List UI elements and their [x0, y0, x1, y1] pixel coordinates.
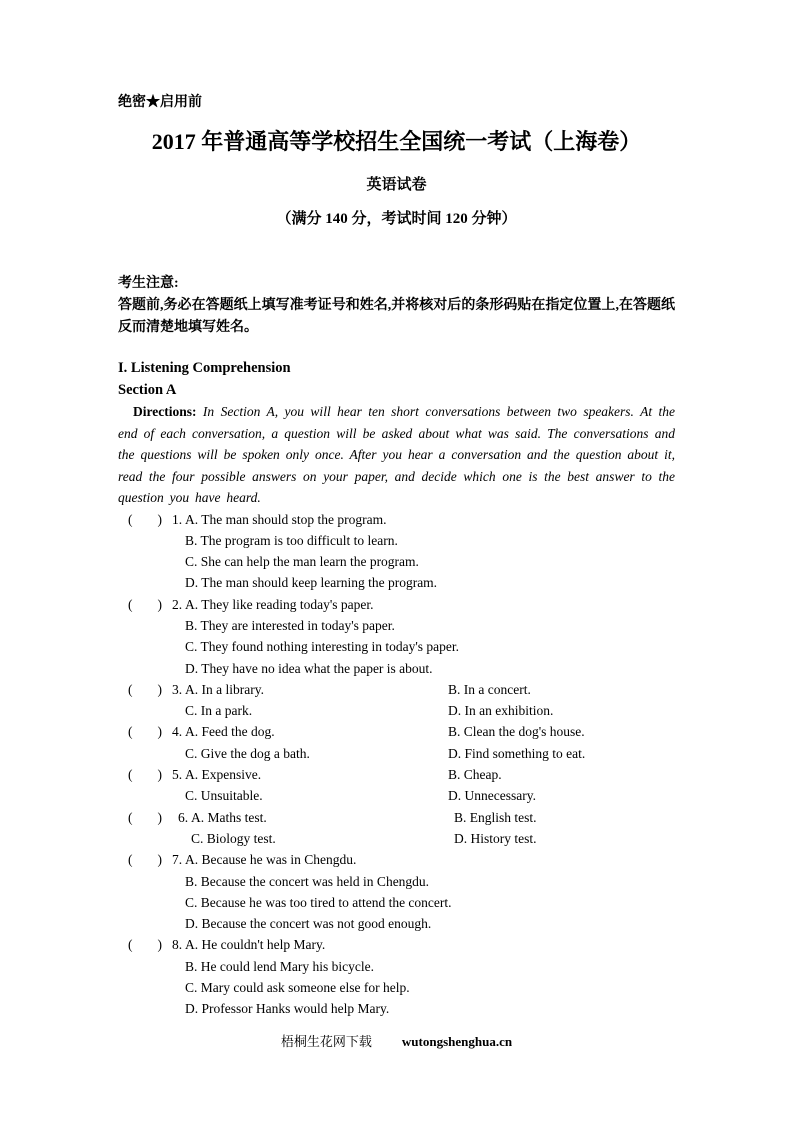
question-line: [118, 615, 675, 636]
footer-site-name: 梧桐生花网下载: [280, 1034, 372, 1049]
option-d: D. In an exhibition.: [448, 703, 554, 719]
question-number: 3.: [172, 681, 183, 697]
section-listening-title: I. Listening Comprehension: [118, 360, 291, 376]
questions-list: [118, 509, 675, 1020]
answer-bracket: ( ): [128, 852, 162, 868]
option-c: C. Because he was too tired to attend the concert.: [185, 894, 452, 910]
option-b: B. Cheap.: [448, 767, 502, 783]
option-a: A. Feed the dog.: [185, 724, 275, 740]
question-line: [118, 551, 675, 572]
question-line: [118, 636, 675, 657]
directions-paragraph: [118, 401, 675, 509]
option-a: A. He couldn't help Mary.: [185, 937, 326, 953]
option-a: A. The man should stop the program.: [185, 511, 387, 527]
subject-title: 英语试卷: [366, 177, 427, 193]
question-number: 1.: [172, 511, 183, 527]
exam-page: [118, 0, 675, 1020]
question-line: [118, 849, 675, 870]
notice-heading: 考生注意:: [118, 276, 179, 291]
question-line: [118, 743, 675, 764]
answer-bracket: ( ): [128, 937, 162, 953]
answer-bracket: ( ): [128, 809, 162, 825]
option-c: C. They found nothing interesting in today's paper.: [185, 639, 460, 655]
option-a: A. Expensive.: [185, 767, 262, 783]
question-8: [118, 934, 675, 1019]
option-a: A. They like reading today's paper.: [185, 596, 374, 612]
option-b: B. Because the concert was held in Chengdu.: [185, 873, 430, 889]
question-number: 6.: [178, 809, 189, 825]
question-line: [118, 658, 675, 679]
directions-label: Directions:: [133, 404, 197, 419]
question-line: [118, 530, 675, 551]
question-line: [118, 572, 675, 593]
question-3: [118, 679, 675, 722]
option-d: D. The man should keep learning the program.: [185, 575, 438, 591]
question-2: [118, 594, 675, 679]
document-title: 2017 年普通高等学校招生全国统一考试（上海卷）: [151, 129, 642, 154]
option-d: D. Unnecessary.: [448, 788, 536, 804]
option-c: C. She can help the man learn the program.: [185, 554, 419, 570]
option-b: B. They are interested in today's paper.: [185, 617, 395, 633]
question-line: [118, 956, 675, 977]
question-line: [118, 998, 675, 1019]
answer-bracket: ( ): [128, 596, 162, 612]
exam-info: （满分 140 分，考试时间 120 分钟）: [276, 211, 517, 227]
question-number: 2.: [172, 596, 183, 612]
question-line: [118, 594, 675, 615]
option-d: D. History test.: [454, 830, 537, 846]
question-7: [118, 849, 675, 934]
question-line: [118, 828, 675, 849]
question-line: [118, 892, 675, 913]
section-a-title: Section A: [118, 382, 177, 398]
question-number: 5.: [172, 767, 183, 783]
question-5: [118, 764, 675, 807]
question-line: [118, 700, 675, 721]
question-line: [118, 871, 675, 892]
option-c: C. Unsuitable.: [185, 788, 263, 804]
question-number: 8.: [172, 937, 183, 953]
option-d: D. Professor Hanks would help Mary.: [185, 1001, 390, 1017]
footer-site-url: wutongshenghua.cn: [401, 1034, 513, 1049]
notice-body: 答题前,务必在答题纸上填写准考证号和姓名,并将核对后的条形码贴在指定位置上,在答题纸反而清楚地填写姓名。: [118, 298, 675, 335]
question-line: [118, 913, 675, 934]
question-number: 7.: [172, 852, 183, 868]
option-b: B. He could lend Mary his bicycle.: [185, 958, 374, 974]
option-d: D. Because the concert was not good enough.: [185, 916, 432, 932]
answer-bracket: ( ): [128, 724, 162, 740]
option-b: B. Clean the dog's house.: [448, 724, 585, 740]
directions-text: In Section A, you will hear ten short conversations between two speakers. At the end of each conversation, a question will be asked about what was said. The conversations and the questions will be spoken only once. After you hear a conversation and the question about it, read the four possible answers on your paper, and decide which one is the best answer to the question you have heard.: [118, 404, 676, 505]
option-b: B. In a concert.: [448, 681, 531, 697]
question-line: [118, 764, 675, 785]
question-1: [118, 509, 675, 594]
option-a: A. In a library.: [185, 681, 264, 697]
question-line: [118, 807, 675, 828]
question-line: [118, 509, 675, 530]
question-line: [118, 934, 675, 955]
answer-bracket: ( ): [128, 511, 162, 527]
answer-bracket: ( ): [128, 681, 162, 697]
question-line: [118, 721, 675, 742]
question-line: [118, 679, 675, 700]
question-line: [118, 785, 675, 806]
question-number: 4.: [172, 724, 183, 740]
option-c: C. Give the dog a bath.: [185, 745, 310, 761]
option-b: B. English test.: [454, 809, 537, 825]
question-6: [118, 807, 675, 850]
option-a: A. Because he was in Chengdu.: [185, 852, 357, 868]
option-b: B. The program is too difficult to learn.: [185, 532, 398, 548]
option-c: C. Biology test.: [191, 830, 276, 846]
classification-label: 绝密★启用前: [118, 95, 202, 110]
option-d: D. They have no idea what the paper is about.: [185, 660, 433, 676]
option-c: C. Mary could ask someone else for help.: [185, 980, 410, 996]
option-a: A. Maths test.: [191, 809, 267, 825]
page-footer: [0, 1032, 793, 1052]
option-c: C. In a park.: [185, 703, 253, 719]
question-line: [118, 977, 675, 998]
option-d: D. Find something to eat.: [448, 745, 586, 761]
question-4: [118, 721, 675, 764]
answer-bracket: ( ): [128, 767, 162, 783]
